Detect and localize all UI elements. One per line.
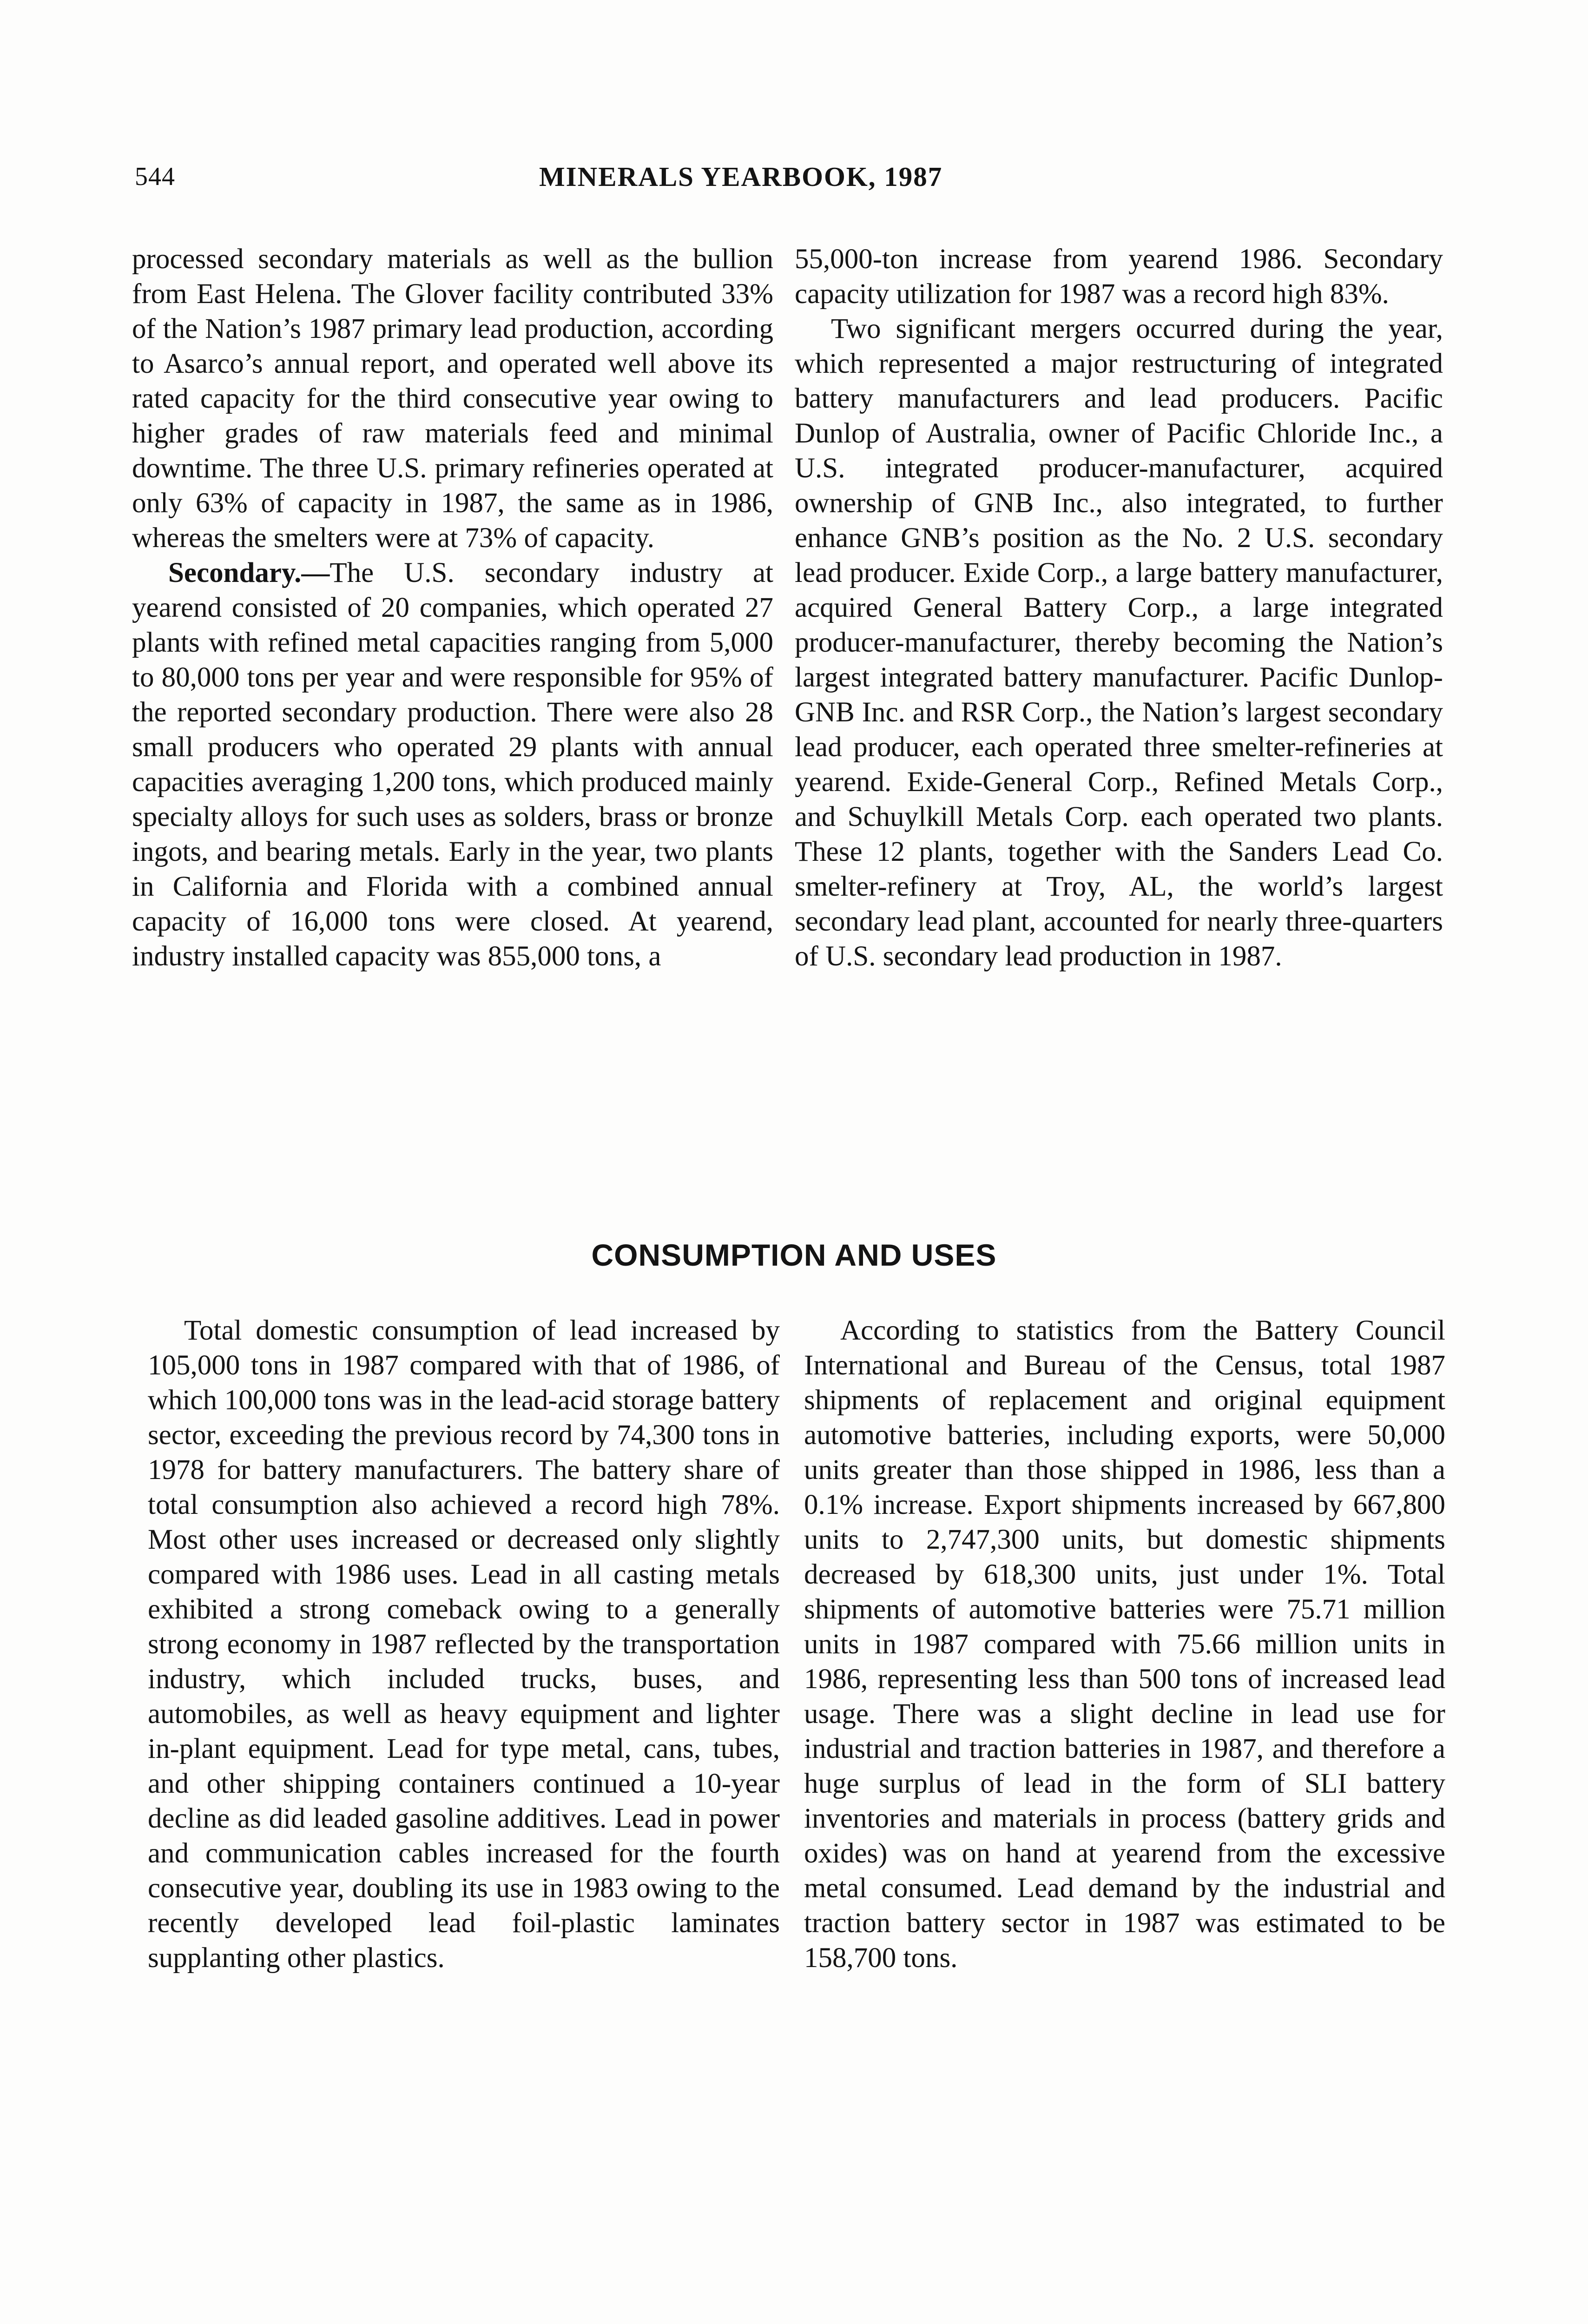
column-bottom-right xyxy=(804,1313,1445,1975)
section-heading-consumption: CONSUMPTION AND USES xyxy=(591,1238,997,1272)
paragraph-capacity-utilization: 55,000-ton increase from yearend 1986. Secondary capacity utilization for 1987 was a record high 83%. xyxy=(795,244,1443,310)
page-number: 544 xyxy=(135,162,175,191)
column-top-right xyxy=(795,242,1443,974)
paragraph-domestic-consumption: Total domestic consumption of lead increased by 105,000 tons in 1987 compared with that of 1986, of which 100,000 tons was in the lead-acid storage battery sector, exceeding the previous record by 74,300 tons in 1978 for battery manufacturers. The battery share of total consumption also achieved a record high 78%. Most other uses increased or decreased only slightly compared with 1986 uses. Lead in all casting metals exhibited a strong comeback owing to a generally strong economy in 1987 reflected by the transportation industry, which included trucks, buses, and automobiles, as well as heavy equipment and lighter in-plant equipment. Lead for type metal, cans, tubes, and other shipping containers continued a 10-year decline as did leaded gasoline additives. Lead in power and communication cables increased for the fourth consecutive year, doubling its use in 1983 owing to the recently developed lead foil-plastic laminates supplanting other plastics. xyxy=(148,1315,780,1974)
column-bottom-left xyxy=(148,1313,780,1975)
paragraph-mergers: Two significant mergers occurred during the year, which represented a major restructuring of integrated battery manufacturers and lead producers. Pacific Dunlop of Australia, owner of Pacific Chloride Inc., a U.S. integrated producer-manufacturer, acquired ownership of GNB Inc., also integrated, to further enhance GNB’s position as the No. 2 U.S. secondary lead producer. Exide Corp., a large battery manufacturer, acquired General Battery Corp., a large integrated producer-manufacturer, thereby becoming the Nation’s largest integrated battery manufacturer. Pacific Dunlop-GNB Inc. and RSR Corp., the Nation’s largest secondary lead producer, each operated three smelter-refineries at yearend. Exide-General Corp., Refined Metals Corp., and Schuylkill Metals Corp. each operated two plants. These 12 plants, together with the Sanders Lead Co. smelter-refinery at Troy, AL, the world’s largest secondary lead plant, accounted for nearly three-quarters of U.S. secondary lead production in 1987. xyxy=(795,313,1443,972)
running-title: MINERALS YEARBOOK, 1987 xyxy=(539,161,943,192)
paragraph-battery-shipments: According to statistics from the Battery Council International and Bureau of the Census, total 1987 shipments of replacement and original equipment automotive batteries, including exports, were 50,000 units greater than those shipped in 1986, less than a 0.1% increase. Export shipments increased by 667,800 units to 2,747,300 units, but domestic shipments decreased by 618,300 units, just under 1%. Total shipments of automotive batteries were 75.71 million units in 1987 compared with 75.66 million units in 1986, representing less than 500 tons of increased lead usage. There was a slight decline in lead use for industrial and traction batteries in 1987, and therefore a huge surplus of lead in the form of SLI battery inventories and materials in process (battery grids and oxides) was on hand at yearend from the excessive metal consumed. Lead demand by the industrial and traction battery sector in 1987 was estimated to be 158,700 tons. xyxy=(804,1315,1445,1974)
secondary-run-in-heading: Secondary.— xyxy=(168,557,330,588)
paragraph-primary-refineries: processed secondary materials as well as the bullion from East Helena. The Glover facility contributed 33% of the Nation’s 1987 primary lead production, according to Asarco’s annual report, and operated well above its rated capacity for the third consecutive year owing to higher grades of raw materials feed and minimal downtime. The three U.S. primary refineries operated at only 63% of capacity in 1987, the same as in 1986, whereas the smelters were at 73% of capacity. xyxy=(132,244,773,554)
column-top-left xyxy=(132,242,773,974)
paragraph-secondary xyxy=(132,555,773,974)
page-header xyxy=(135,158,1453,200)
secondary-body-text: The U.S. secondary industry at yearend consisted of 20 companies, which operated 27 plants with refined metal capacities ranging from 5,000 to 80,000 tons per year and were responsible for 95% of the reported secondary production. There were also 28 small producers who operated 29 plants with annual capacities averaging 1,200 tons, which produced mainly specialty alloys for such uses as solders, brass or bronze ingots, and bearing metals. Early in the year, two plants in California and Florida with a combined annual capacity of 16,000 tons were closed. At yearend, industry installed capacity was 855,000 tons, a xyxy=(132,557,773,972)
